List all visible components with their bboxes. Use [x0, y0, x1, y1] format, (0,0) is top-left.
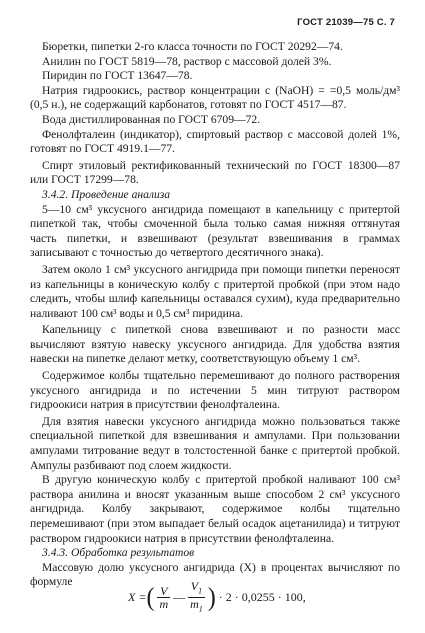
paragraph: 5—10 см³ уксусного ангидрида помещают в капельницу с притертой пипеткой так, чтобы смоченной была только самая нижняя оттянутая часть пипетки, и взвешивают (результат взвешивания в граммах записывают с точностью до четвертого десятичного знака). — [30, 202, 400, 260]
formula — [128, 580, 306, 616]
paragraph: Анилин по ГОСТ 5819—78, раствор с массовой долей 3%. — [42, 54, 332, 68]
paragraph: Бюретки, пипетки 2-го класса точности по ГОСТ 20292—74. — [42, 40, 343, 53]
fraction-denominator — [187, 598, 206, 615]
section-heading: 3.4.2. Проведение анализа — [42, 187, 171, 201]
minus-sign: — — [173, 590, 186, 605]
fraction-numerator — [188, 580, 205, 598]
document-body — [30, 40, 400, 590]
fraction-denominator: m — [159, 597, 169, 612]
paragraph: В другую коническую колбу с притертой пробкой наливают 100 см³ раствора анилина и вносят указанным выше способом 2 см³ уксусного ангидрида. Колбу закрывают, содержимое колбы тщательно перемешивают (при этом выпадает белый осадок ацетанилида) и титруют раствором гидроокиси натрия в присутствии фенолфталеина. — [30, 473, 400, 545]
numerator-symbol: V — [190, 579, 199, 593]
paragraph: Для взятия навески уксусного ангидрида можно пользоваться также специальной пипеткой для взвешивания и ампулами. При пользовании ампулами титрование ведут в толстостенной банке с притертой пробкой. Ампулы разбивают под слоем жидкости. — [30, 414, 400, 472]
paragraph: Капельницу с пипеткой снова взвешивают и по разности масс вычисляют взятую навеску уксусного ангидрида. Для удобства взятия навески на пипетке делают метку, соответствующую объему 1 см³. — [30, 323, 400, 366]
paragraph: Спирт этиловый ректификованный технический по ГОСТ 18300—87 или ГОСТ 17299—78. — [30, 158, 400, 187]
fraction-v1-m1 — [187, 580, 206, 616]
paragraph: Пиридин по ГОСТ 13647—78. — [42, 69, 193, 83]
denominator-subscript: 1 — [198, 604, 203, 614]
numerator-subscript: 1 — [198, 586, 203, 596]
paragraph: Вода дистиллированная по ГОСТ 6709—72. — [42, 112, 261, 126]
page-header: ГОСТ 21039—75 С. 7 — [297, 17, 395, 28]
fraction-v-m — [156, 585, 171, 610]
paragraph: Массовую долю уксусного ангидрида (X) в процентах вычисляют по формуле — [30, 560, 400, 589]
left-paren: ( — [146, 583, 155, 613]
paragraph: Фенолфталеин (индикатор), спиртовый раствор с массовой долей 1%, готовят по ГОСТ 4919.1—77. — [30, 127, 400, 156]
formula-tail: · 2 · 0,0255 · 100, — [218, 590, 306, 605]
denominator-symbol: m — [190, 597, 199, 612]
right-paren: ) — [207, 583, 216, 613]
section-heading: 3.4.3. Обработка результатов — [42, 546, 195, 560]
paragraph: Содержимое колбы тщательно перемешивают до полного растворения уксусного ангидрида и по истечении 5 мин титруют раствором гидроокиси натрия в присутствии фенолфталеина. — [30, 369, 400, 412]
fraction-numerator: V — [157, 585, 170, 598]
formula-lhs: X = — [128, 590, 147, 605]
paragraph: Затем около 1 см³ уксусного ангидрида при помощи пипетки переносят из капельницы в коническую колбу с притертой пробкой (при этом надо следить, чтобы шлиф капельницы оставался сухим), куда предварительно наливают 100 см³ воды и 0,5 см³ пиридина. — [30, 262, 400, 320]
paragraph: Натрия гидроокись, раствор концентрации c (NaOH) = =0,5 моль/дм³ (0,5 н.), не содержащий карбонатов, готовят по ГОСТ 4517—87. — [30, 83, 400, 112]
